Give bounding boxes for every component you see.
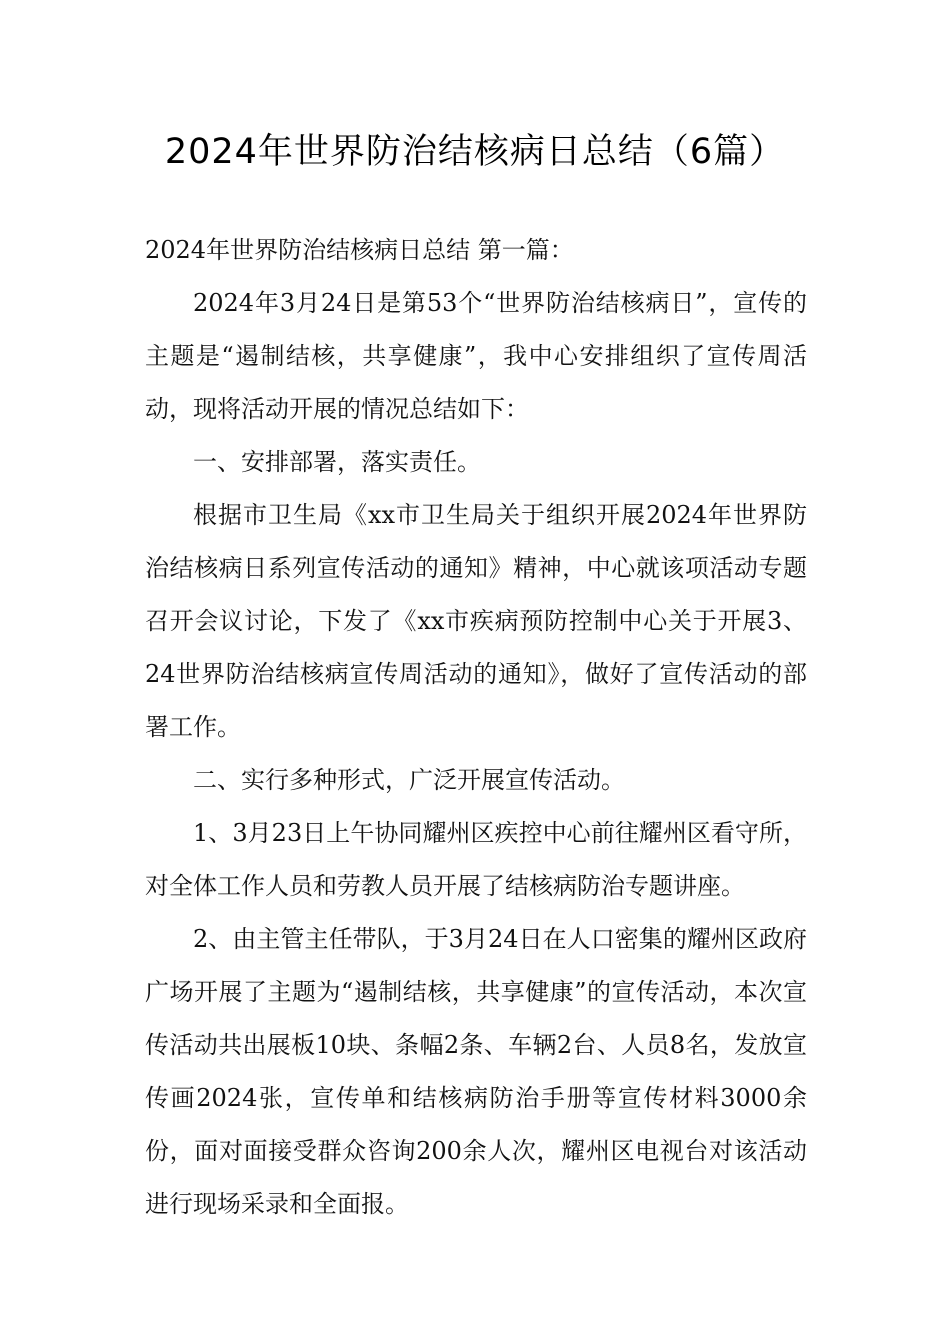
document-body: [145, 224, 807, 1231]
paragraph-item-1: 1、3月23日上午协同耀州区疾控中心前往耀州区看守所，对全体工作人员和劳教人员开展了结核病防治专题讲座。: [145, 819, 807, 900]
document-title: 2024年世界防治结核病日总结（6篇）: [164, 132, 786, 172]
heading-one: 一、安排部署，落实责任。: [193, 448, 481, 476]
paragraph-intro: 2024年3月24日是第53个“世界防治结核病日”，宣传的主题是“遏制结核，共享健康”，我中心安排组织了宣传周活动，现将活动开展的情况总结如下：: [145, 289, 807, 423]
heading-two: 二、实行多种形式，广泛开展宣传活动。: [193, 766, 625, 794]
paragraph-deployment: 根据市卫生局《xx市卫生局关于组织开展2024年世界防治结核病日系列宣传活动的通知》精神，中心就该项活动专题召开会议讨论，下发了《xx市疾病预防控制中心关于开展3、24世界防治结核病宣传周活动的通知》，做好了宣传活动的部署工作。: [145, 501, 807, 741]
section-heading: 2024年世界防治结核病日总结 第一篇：: [145, 236, 574, 264]
paragraph-item-2: 2、由主管主任带队，于3月24日在人口密集的耀州区政府广场开展了主题为“遏制结核，共享健康”的宣传活动，本次宣传活动共出展板10块、条幅2条、车辆2台、人员8名，发放宣传画2024张，宣传单和结核病防治手册等宣传材料3000余份，面对面接受群众咨询200余人次，耀州区电视台对该活动进行现场采录和全面报。: [145, 925, 807, 1218]
